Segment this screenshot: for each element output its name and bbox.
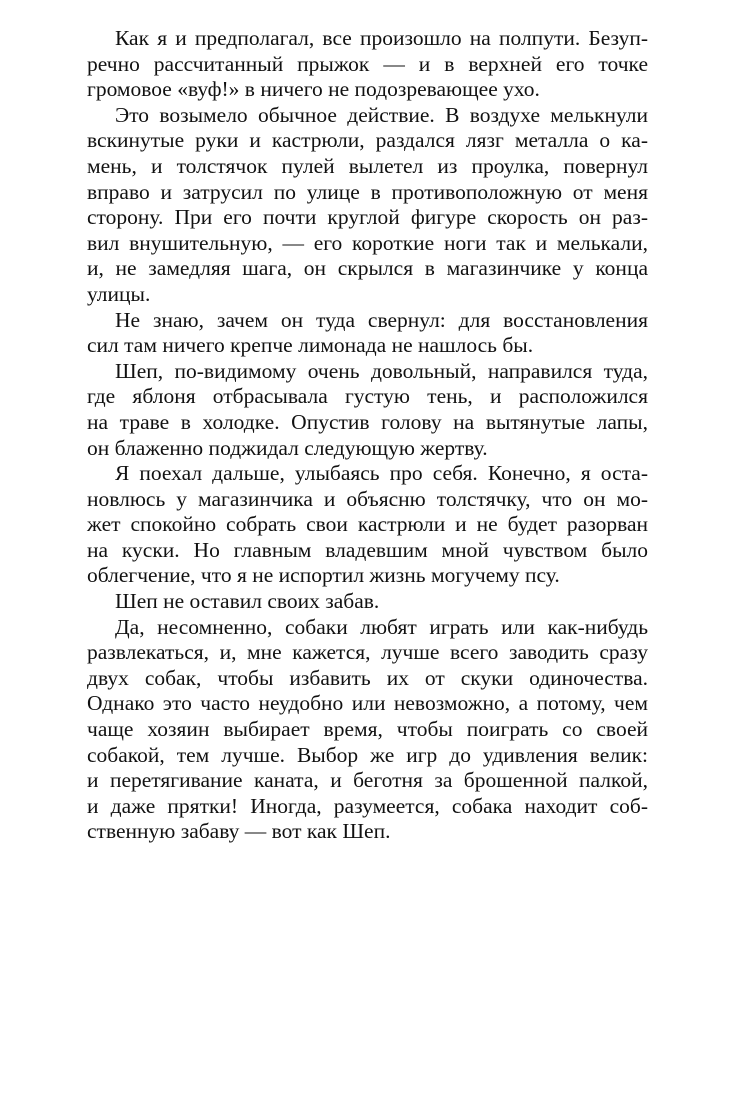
- book-page: [87, 26, 648, 845]
- text-line: ственную забаву — вот как Шеп.: [87, 819, 391, 844]
- paragraph: [87, 615, 648, 845]
- paragraph: [87, 461, 648, 589]
- text-line: Не знаю, зачем он туда свернул: для восстановления: [115, 307, 648, 332]
- text-line: на куски. Но главным владевшим мной чувством было: [87, 537, 648, 562]
- text-line: жет спокойно собрать свои кастрюли и не будет разорван: [87, 512, 648, 537]
- text-line: вправо и затрусил по улице в противоположную от меня: [87, 179, 648, 204]
- text-line: на траве в холодке. Опустив голову на вытянутые лапы,: [87, 409, 648, 434]
- text-line: собакой, тем лучше. Выбор же игр до удивления велик:: [87, 742, 648, 767]
- text-line: и перетягивание каната, и беготня за брошенной палкой,: [87, 768, 648, 793]
- text-line: речно рассчитанный прыжок — и в верхней его точке: [87, 51, 648, 76]
- paragraph: [87, 359, 648, 461]
- paragraph: [87, 103, 648, 308]
- paragraph: [87, 308, 648, 359]
- text-line: развлекаться, и, мне кажется, лучше всего заводить сразу: [87, 640, 648, 665]
- text-line: громовое «вуф!» в ничего не подозревающее ухо.: [87, 77, 540, 102]
- text-line: облегчение, что я не испортил жизнь могучему псу.: [87, 563, 560, 588]
- text-line: мень, и толстячок пулей вылетел из проулка, повернул: [87, 153, 648, 178]
- text-line: и, не замедляя шага, он скрылся в магазинчике у конца: [87, 256, 648, 281]
- text-line: и даже прятки! Иногда, разумеется, собака находит соб-: [87, 793, 648, 818]
- text-line: Однако это часто неудобно или невозможно, а потому, чем: [87, 691, 648, 716]
- paragraph: [87, 26, 648, 103]
- text-line: новлюсь у магазинчика и объясню толстячку, что он мо-: [87, 486, 648, 511]
- text-line: где яблоня отбрасывала густую тень, и расположился: [87, 384, 648, 409]
- text-line: двух собак, чтобы избавить их от скуки одиночества.: [87, 665, 648, 690]
- text-line: Я поехал дальше, улыбаясь про себя. Конечно, я оста-: [115, 461, 648, 486]
- text-line: Шеп, по-видимому очень довольный, направился туда,: [115, 358, 648, 383]
- text-line: Это возымело обычное действие. В воздухе мелькнули: [115, 102, 648, 127]
- text-line: улицы.: [87, 281, 151, 306]
- text-line: Как я и предполагал, все произошло на полпути. Безуп-: [115, 26, 648, 50]
- text-line: вил внушительную, — его короткие ноги так и мелькали,: [87, 230, 648, 255]
- text-line: чаще хозяин выбирает время, чтобы поиграть со своей: [87, 717, 648, 742]
- text-line: Да, несомненно, собаки любят играть или как-нибудь: [115, 614, 648, 639]
- text-line: Шеп не оставил своих забав.: [115, 589, 380, 614]
- paragraph: [87, 589, 648, 615]
- text-line: сторону. При его почти круглой фигуре скорость он раз-: [87, 205, 648, 230]
- text-line: он блаженно поджидал следующую жертву.: [87, 435, 488, 460]
- text-line: вскинутые руки и кастрюли, раздался лязг металла о ка-: [87, 128, 648, 153]
- text-line: сил там ничего крепче лимонада не нашлось бы.: [87, 333, 534, 358]
